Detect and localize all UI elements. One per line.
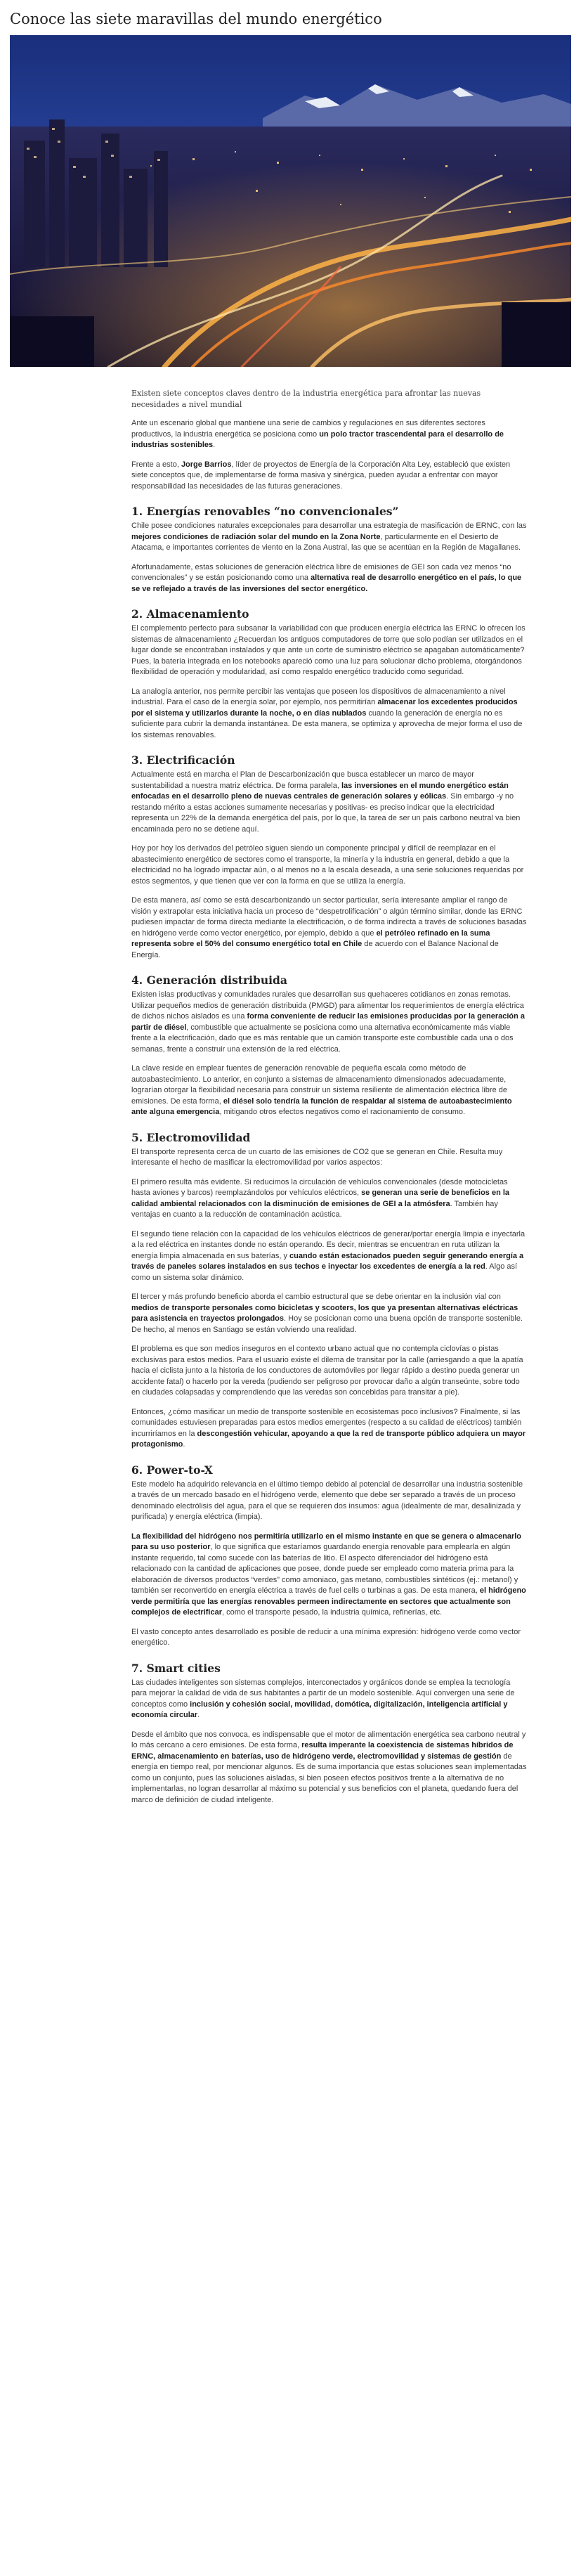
text-run: Chile posee condiciones naturales excepcionales para desarrollar una estrategia de masificación de ERNC, con las xyxy=(131,522,527,530)
section-paragraph xyxy=(131,1407,527,1451)
section-1 xyxy=(131,505,527,595)
section-heading: 6. Power-to-X xyxy=(131,1463,213,1477)
text-run: La analogía anterior, nos permite percibir las ventajas que poseen los dispositivos de almacenamiento a nivel industrial. Para el caso de la energía solar, por ejemplo, nos permitirían xyxy=(131,687,506,706)
section-paragraph xyxy=(131,990,527,1055)
section-heading: 4. Generación distribuida xyxy=(131,973,287,987)
text-run: El transporte representa cerca de un cuarto de las emisiones de CO2 que se generan en Chile. Resulta muy interesante el hecho de masificar la electromovilidad por varios aspectos: xyxy=(131,1147,503,1167)
section-4 xyxy=(131,973,527,1118)
section-paragraph xyxy=(131,1177,527,1221)
text-run: El primero resulta más evidente. Si reducimos la circulación de vehículos convencionales (desde motocicletas hasta aviones y barcos) reemplazándolos por vehículos eléctricos, xyxy=(131,1177,508,1197)
text-run: . xyxy=(213,441,216,449)
text-run: , particularmente en el Desierto de Atacama, e importantes corrientes de viento en la Zona Austral, las que se acentúan en la Región de Magallanes. xyxy=(131,532,521,552)
text-run: . Sin embargo -y no restando mérito a estas acciones sumamente necesarias y positivas- es preciso indicar que la electricidad representa un 22% de la demanda energética del país, por lo que, la tarea de ser un país carbono neutral va bien encaminada pero no se detiene aquí. xyxy=(131,792,521,834)
text-run: El segundo tiene relación con la capacidad de los vehículos eléctricos de generar/portar energía limpia e inyectarla a la red eléctrica en instantes donde no están operando. Es decir, mientras se encuentran en ruta utilizan la energía limpia almacenada en sus baterías, y xyxy=(131,1229,525,1260)
article-intro xyxy=(131,418,527,492)
bold-text: medios de transporte personales como bicicletas y scooters, los que ya presentan alternativas eléctricas para asistencia en trayectos prolongados xyxy=(131,1303,518,1323)
text-run: , mitigando otros efectos negativos como el racionamiento de consumo. xyxy=(219,1108,466,1116)
bold-text: Jorge Barrios xyxy=(181,460,232,469)
section-heading: 2. Almacenamiento xyxy=(131,607,249,621)
text-run: , combustible que actualmente se posiciona como una alternativa económicamente más viable frente a la electrificación, dado que es más rentable que un camión transporte este combustible cada una o dos semanas, frente a construir una extensión de la red eléctrica. xyxy=(131,1023,514,1054)
article-lead: Existen siete conceptos claves dentro de la industria energética para afrontar las nuevas necesidades a nivel mundial xyxy=(131,389,481,409)
bold-text: el diésel solo tendría la función de respaldar al sistema de autoabastecimiento ante alguna emergencia xyxy=(131,1096,512,1116)
text-run: Las ciudades inteligentes son sistemas complejos, interconectados y orgánicos donde se emplea la tecnología para mejorar la calidad de vida de sus habitantes a partir de un modelo sostenible. Aquí convergen una serie de conceptos como xyxy=(131,1678,515,1709)
section-paragraph xyxy=(131,1344,527,1399)
text-run: . También hay ventajas en cuanto a la reducción de contaminación acústica. xyxy=(131,1199,498,1219)
bold-text: cuando están estacionados pueden seguir generando energía a través de paneles solares instalados en sus techos e inyectar los excedentes de energía a la red xyxy=(131,1251,524,1271)
section-paragraph xyxy=(131,1147,527,1169)
intro-paragraph-1 xyxy=(131,418,527,451)
bold-text: mejores condiciones de radiación solar del mundo en la Zona Norte xyxy=(131,532,381,541)
text-run: Frente a esto, xyxy=(131,460,181,469)
text-run: La clave reside en emplear fuentes de generación renovable de pequeña escala como método de autoabastecimiento. Lo anterior, en conjunto a sistemas de almacenamiento dimensionados adecuadamente, lograrían otorgar la flexibilidad necesaria para construir un sistema resiliente de alimentación eléctrica libre de emisiones. De esta forma, xyxy=(131,1064,507,1106)
section-5 xyxy=(131,1131,527,1451)
text-run: Existen islas productivas y comunidades rurales que desarrollan sus quehaceres cotidianos en zonas remotas. Utilizar pequeños medios de generación distribuida (PMGD) para alimentar los requerimientos de energía eléctrica de dichos nichos aislados es una xyxy=(131,990,524,1021)
article-body xyxy=(131,388,527,1806)
text-run: Desde el ámbito que nos convoca, es indispensable que el motor de alimentación energética sea carbono neutral y lo más cercano a cero emisiones. De esta forma, xyxy=(131,1730,526,1749)
text-run: cuando la generación de energía no es suficiente para cubrir la demanda instantánea. De esta manera, se optimiza y aprovecha de mejor forma el uso de los sistemas renovables. xyxy=(131,708,523,739)
section-heading: 5. Electromovilidad xyxy=(131,1130,251,1144)
city-night-photo xyxy=(10,35,571,367)
section-paragraph xyxy=(131,521,527,554)
bold-text: descongestión vehicular, apoyando a que la red de transporte público adquiera un mayor protagonismo xyxy=(131,1429,526,1449)
text-run: , lo que significa que estaríamos guardando energía renovable para emplearla en algún instante requerido, tal como sucede con las baterías de litio. El aspecto diferenciador del hidrógeno está relacionado con la cantidad de aplicaciones que posee, donde puede ser empleado como materia prima para la elaboración de diversos productos “verdes” como amoniaco, gas metano, combustibles sintéticos (ej.: metanol) y también ser reconvertido en energía eléctrica a través de fuel cells o turbinas a gas. De esta manera, xyxy=(131,1543,518,1595)
bold-text: inclusión y cohesión social, movilidad, domótica, digitalización, inteligencia artificial y economía circular xyxy=(131,1700,508,1719)
section-heading: 3. Electrificación xyxy=(131,753,235,767)
text-run: Entonces, ¿cómo masificar un medio de transporte sostenible en ecosistemas poco inclusivos? Finalmente, si las comunidades estuviesen preparadas para estos medios emergentes (respecto a su calidad de eléctricos) también incurriríamos en la xyxy=(131,1407,522,1438)
hero-image xyxy=(10,35,571,367)
section-heading: 7. Smart cities xyxy=(131,1661,221,1675)
text-run: . Algo así como un sistema solar dinámico. xyxy=(131,1262,518,1282)
text-run: Actualmente está en marcha el Plan de Descarbonización que busca establecer un marco de mayor sustentabilidad a nuestra matriz eléctrica. De forma paralela, xyxy=(131,770,474,790)
section-paragraph xyxy=(131,1480,527,1523)
section-7 xyxy=(131,1662,527,1806)
text-run: Ante un escenario global que mantiene una serie de cambios y regulaciones en sus diferentes sectores productivos, la industria energética se posiciona como xyxy=(131,419,485,439)
section-paragraph xyxy=(131,1063,527,1118)
section-paragraph xyxy=(131,770,527,835)
text-run: . xyxy=(197,1711,200,1719)
text-run: Afortunadamente, estas soluciones de generación eléctrica libre de emisiones de GEI son cada vez menos “no convencionales” y se están posicionando como una xyxy=(131,562,511,582)
text-run: . Hoy se posicionan como una buena opción de transporte sostenible. De hecho, al menos en Santiago se están volviendo una realidad. xyxy=(131,1314,523,1334)
text-run: , como el transporte pesado, la industria química, refinerías, etc. xyxy=(222,1608,443,1617)
section-paragraph xyxy=(131,1627,527,1649)
bold-text: un polo tractor trascendental para el desarrollo de industrias sostenibles xyxy=(131,429,504,449)
section-paragraph xyxy=(131,1730,527,1806)
text-run: , líder de proyectos de Energía de la Corporación Alta Ley, estableció que existen siete conceptos que, de implementarse de forma masiva y sinérgica, pueden ayudar a enfrentar con mayor responsabilidad las necesidades de las futuras generaciones. xyxy=(131,460,511,491)
section-6 xyxy=(131,1463,527,1649)
section-heading: 1. Energías renovables “no convencionales” xyxy=(131,505,399,518)
bold-text: almacenar los excedentes producidos por el sistema y utilizarlos durante la noche, o en días nublados xyxy=(131,698,518,718)
text-run: El problema es que son medios inseguros en el contexto urbano actual que no contempla ciclovías o pistas exclusivas para estos medios. Para el usuario existe el dilema de transitar por la calle (arriesgando a que la apatía hacia el ciclista junto a la historia de los conductores de automóviles por llegar rápido a destino pueda generar un accidente fatal) o hacerlo por la vereda (pudiendo ser peligroso por provocar daño a algún transeúnte, sobre todo en ciudades colapsadas y comprendiendo que las veredas son concebidas para transitar a pie). xyxy=(131,1345,523,1397)
bold-text: alternativa real de desarrollo energético en el país, lo que se ve reflejado a través de las inversiones del sector energético. xyxy=(131,574,522,593)
bold-text: el hidrógeno verde permitiría que las energías renovables permeen indirectamente en sectores que actualmente son complejos de electrificar xyxy=(131,1586,526,1617)
section-paragraph xyxy=(131,687,527,742)
page-title: Conoce las siete maravillas del mundo energético xyxy=(10,11,382,27)
section-paragraph xyxy=(131,895,527,961)
bold-text: se generan una serie de beneficios en la calidad ambiental relacionados con la disminución de emisiones de GEI a la atmósfera xyxy=(131,1189,510,1208)
bold-text: el petróleo refinado en la suma representa sobre el 50% del consumo energético total en Chile xyxy=(131,928,490,948)
section-paragraph xyxy=(131,1532,527,1619)
text-run: Este modelo ha adquirido relevancia en el último tiempo debido al potencial de desarrollar una industria sostenible a través de un mercado basado en el hidrógeno verde, elemento que debe ser separado a través de un proceso denominado electrólisis del agua, para el que se requieren dos insumos: agua (idealmente de mar, desalinizada y purificada) y energía eléctrica (limpia). xyxy=(131,1480,523,1521)
section-2 xyxy=(131,607,527,741)
article-sections xyxy=(131,505,527,1806)
intro-paragraph-2 xyxy=(131,460,527,493)
section-paragraph xyxy=(131,843,527,887)
text-run: de energía en tiempo real, por mencionar algunos. Es de suma importancia que estas soluciones sean implementadas como un conjunto, pues las soluciones aisladas, si bien poseen efectos positivos frente a la alternativa de no implementarlas, no logran desarrollar al máximo su potencial y sus beneficios con el planeta, quedando fuera del marco de definición de ciudad inteligente. xyxy=(131,1752,527,1804)
bold-text: forma conveniente de reducir las emisiones producidas por la generación a partir de diésel xyxy=(131,1012,525,1032)
section-paragraph xyxy=(131,1292,527,1335)
text-run: de acuerdo con el Balance Nacional de Energía. xyxy=(131,940,499,959)
section-paragraph xyxy=(131,1678,527,1721)
text-run: Hoy por hoy los derivados del petróleo siguen siendo un componente principal y difícil de reemplazar en el abastecimiento energético de sectores como el transporte, la minería y la industria en general, debido a que la electricidad no ha logrado impactar aún, o al menos no a la escala deseada, a una serie soluciones requeridas por estos segmentos, y que tienen que ver con la forma en que se utiliza la energía. xyxy=(131,844,524,886)
section-paragraph xyxy=(131,1229,527,1284)
section-paragraph xyxy=(131,623,527,678)
text-run: . xyxy=(183,1440,185,1449)
text-run: El complemento perfecto para subsanar la variabilidad con que producen energía eléctrica las ERNC lo ofrecen los sistemas de almacenamiento ¿Recuerdan los antiguos computadores de torre que solo podían ser utilizados en el lugar donde se encontraban instalados y que ante un corte de suministro eléctrico se apagaban automáticamente? Pues, la batería integrada en los notebooks apareció como una luz para solucionar dicho problema, otorgándonos flexibilidad de operación y modularidad, así como respaldo energético traducido como seguridad. xyxy=(131,624,525,676)
section-paragraph xyxy=(131,562,527,595)
section-3 xyxy=(131,753,527,961)
bold-text: resulta imperante la coexistencia de sistemas híbridos de ERNC, almacenamiento en baterías, uso de hidrógeno verde, electromovilidad y sistemas de gestión xyxy=(131,1741,514,1761)
bold-text: La flexibilidad del hidrógeno nos permitiría utilizarlo en el mismo instante en que se genera o almacenarlo para su uso posterior xyxy=(131,1532,522,1551)
text-run: El tercer y más profundo beneficio aborda el cambio estructural que se debe orientar en la inclusión vial con xyxy=(131,1293,501,1301)
text-run: El vasto concepto antes desarrollado es posible de reducir a una mínima expresión: hidrógeno verde como vector energético. xyxy=(131,1627,521,1647)
text-run: De esta manera, así como se está descarbonizando un sector particular, sería interesante ampliar el rango de visión y extrapolar esta iniciativa hacia un proceso de “despetrolificación” o algún término similar, donde las ERNC pudiesen impactar de forma directa mediante la electrificación, o de forma indirecta a través de soluciones basadas en hidrógeno verde como vector energético, por ejemplo, debido a que xyxy=(131,896,527,938)
bold-text: las inversiones en el mundo energético están enfocadas en el desarrollo pleno de nuevas centrales de generación solares y eólicas xyxy=(131,781,509,801)
